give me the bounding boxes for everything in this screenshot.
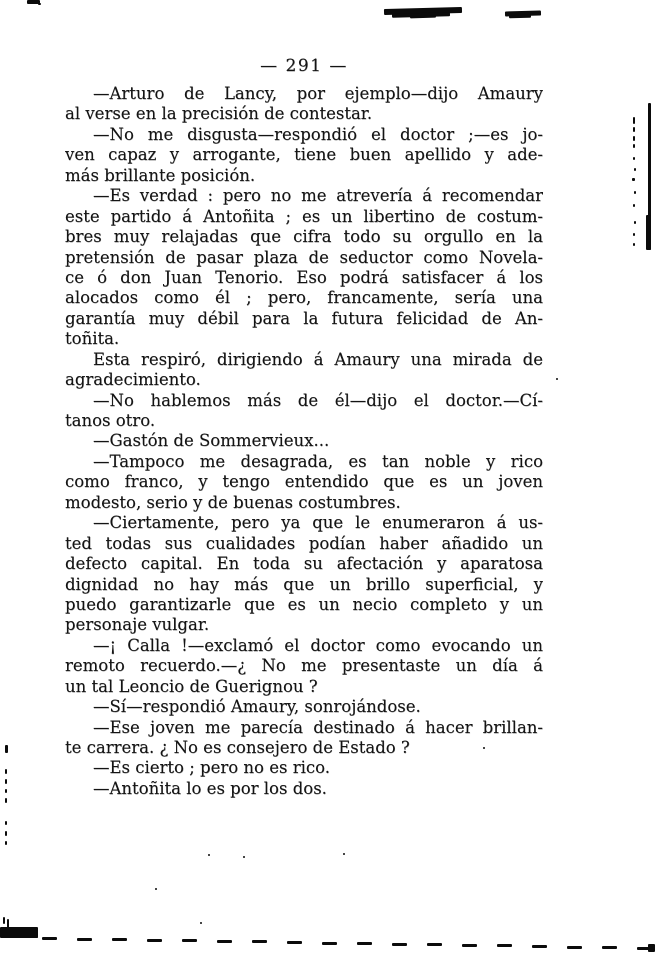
text-line: pretensión de pasar plaza de seductor como Novela- (65, 247, 543, 267)
text-line: —Tampoco me desagrada, es tan noble y rico (93, 451, 543, 471)
scan-speck (633, 127, 635, 132)
scan-speck (3, 917, 5, 924)
text-line: ted todas sus cualidades podían haber añadido un (65, 533, 543, 553)
text-line: personaje vulgar. (65, 615, 210, 635)
fold-line-dash (357, 942, 372, 945)
fold-line-dash (112, 938, 127, 941)
text-line: al verse en la precisión de contestar. (65, 104, 373, 124)
text-line: dignidad no hay más que un brillo superficial, y (65, 574, 543, 594)
scan-speck (634, 221, 636, 224)
scan-speck (5, 789, 7, 793)
scan-speck (5, 841, 7, 845)
scan-speck (633, 117, 635, 124)
scan-speck (5, 779, 7, 784)
scan-speck (556, 378, 558, 380)
fold-line-dash (182, 939, 197, 942)
text-line: garantía muy débil para la futura felicidad de An- (65, 308, 543, 328)
page-number: — 291 — (260, 56, 348, 76)
scan-speck (634, 168, 636, 171)
text-line: —Sí—respondió Amaury, sonrojándose. (93, 697, 421, 717)
scan-speck (633, 204, 635, 207)
fold-line-dash (637, 947, 652, 950)
corner-blob (30, 934, 38, 938)
scan-speck (634, 191, 636, 194)
text-block (65, 84, 543, 799)
fold-line-dash (462, 944, 477, 947)
scan-speck (633, 243, 635, 246)
text-line: —Ciertamente, pero ya que le enumeraron á us- (93, 513, 543, 533)
fold-line-dash (287, 941, 302, 944)
text-line: más brillante posición. (65, 165, 256, 185)
text-line: remoto recuerdo.—¿ No me presentaste un día á (65, 656, 543, 676)
fold-line-dash (392, 943, 407, 946)
text-line: toñita. (65, 329, 120, 349)
text-line: alocados como él ; pero, francamente, sería una (65, 288, 543, 308)
text-line: —Ese joven me parecía destinado á hacer brillan- (93, 717, 543, 737)
scan-speck (155, 888, 157, 890)
fold-line-dash (532, 945, 547, 948)
ink-smudge (410, 16, 436, 19)
scan-speck (633, 144, 635, 148)
fold-line-dash (427, 943, 442, 946)
scan-speck (633, 157, 635, 160)
text-line: Esta respiró, dirigiendo á Amaury una mirada de (93, 349, 543, 369)
text-line: defecto capital. En toda su afectación y aparatosa (65, 554, 543, 574)
scan-speck (38, 3, 41, 5)
fold-line-dash (147, 939, 162, 942)
text-line: —Gastón de Sommervieux... (93, 431, 330, 451)
scan-speck (5, 831, 7, 836)
text-line: —No me disgusta—respondió el doctor ;—es jo- (93, 124, 543, 144)
text-line: te carrera. ¿ No es consejero de Estado ? (65, 738, 410, 757)
text-line: como franco, y tengo entendido que es un joven (65, 472, 543, 492)
scan-speck (633, 233, 635, 236)
text-line: puedo garantizarle que es un necio completo y un (65, 594, 543, 614)
scan-speck (5, 821, 7, 825)
scan-speck (208, 854, 210, 856)
scan-speck (5, 769, 7, 774)
scan-speck (483, 747, 485, 749)
fold-line-dash (322, 942, 337, 945)
fold-line-dash (217, 940, 232, 943)
fold-line-dash (497, 944, 512, 947)
ink-smudge (509, 15, 531, 19)
text-line: bres muy relajadas que cifra todo su orgullo en la (65, 227, 543, 247)
text-line: —Arturo de Lancy, por ejemplo—dijo Amaury (93, 84, 543, 103)
scan-speck (632, 178, 635, 181)
text-line: —Es verdad : pero no me atrevería á recomendar (93, 186, 543, 206)
text-line: agradecimiento. (65, 370, 201, 390)
fold-line-dash (252, 940, 267, 943)
scan-speck (633, 136, 635, 141)
scan-speck (5, 745, 8, 753)
text-line: ce ó don Juan Tenorio. Eso podrá satisfacer á los (65, 267, 543, 287)
text-line: —Es cierto ; pero no es rico. (93, 758, 331, 778)
fold-line-dash (42, 937, 57, 940)
page-edge-line (646, 215, 651, 250)
text-line: —Antoñita lo es por los dos. (93, 778, 327, 798)
text-line: modesto, serio y de buenas costumbres. (65, 492, 401, 512)
text-line: ven capaz y arrogante, tiene buen apellido y ade- (65, 145, 543, 165)
scan-speck (243, 856, 245, 858)
text-line: tanos otro. (65, 411, 156, 430)
text-line: —No hablemos más de él—dijo el doctor.—Cí- (93, 390, 543, 410)
text-line: este partido á Antoñita ; es un libertino de costum- (65, 206, 543, 226)
fold-line-dash (77, 938, 92, 941)
fold-line-dash (602, 946, 617, 949)
scan-speck (200, 922, 202, 924)
scan-speck (343, 853, 345, 855)
fold-line-dash (567, 946, 582, 949)
scan-speck (5, 798, 7, 803)
text-line: un tal Leoncio de Guerignou ? (65, 676, 318, 696)
text-line: —¡ Calla !—exclamó el doctor como evocando un (93, 635, 543, 655)
